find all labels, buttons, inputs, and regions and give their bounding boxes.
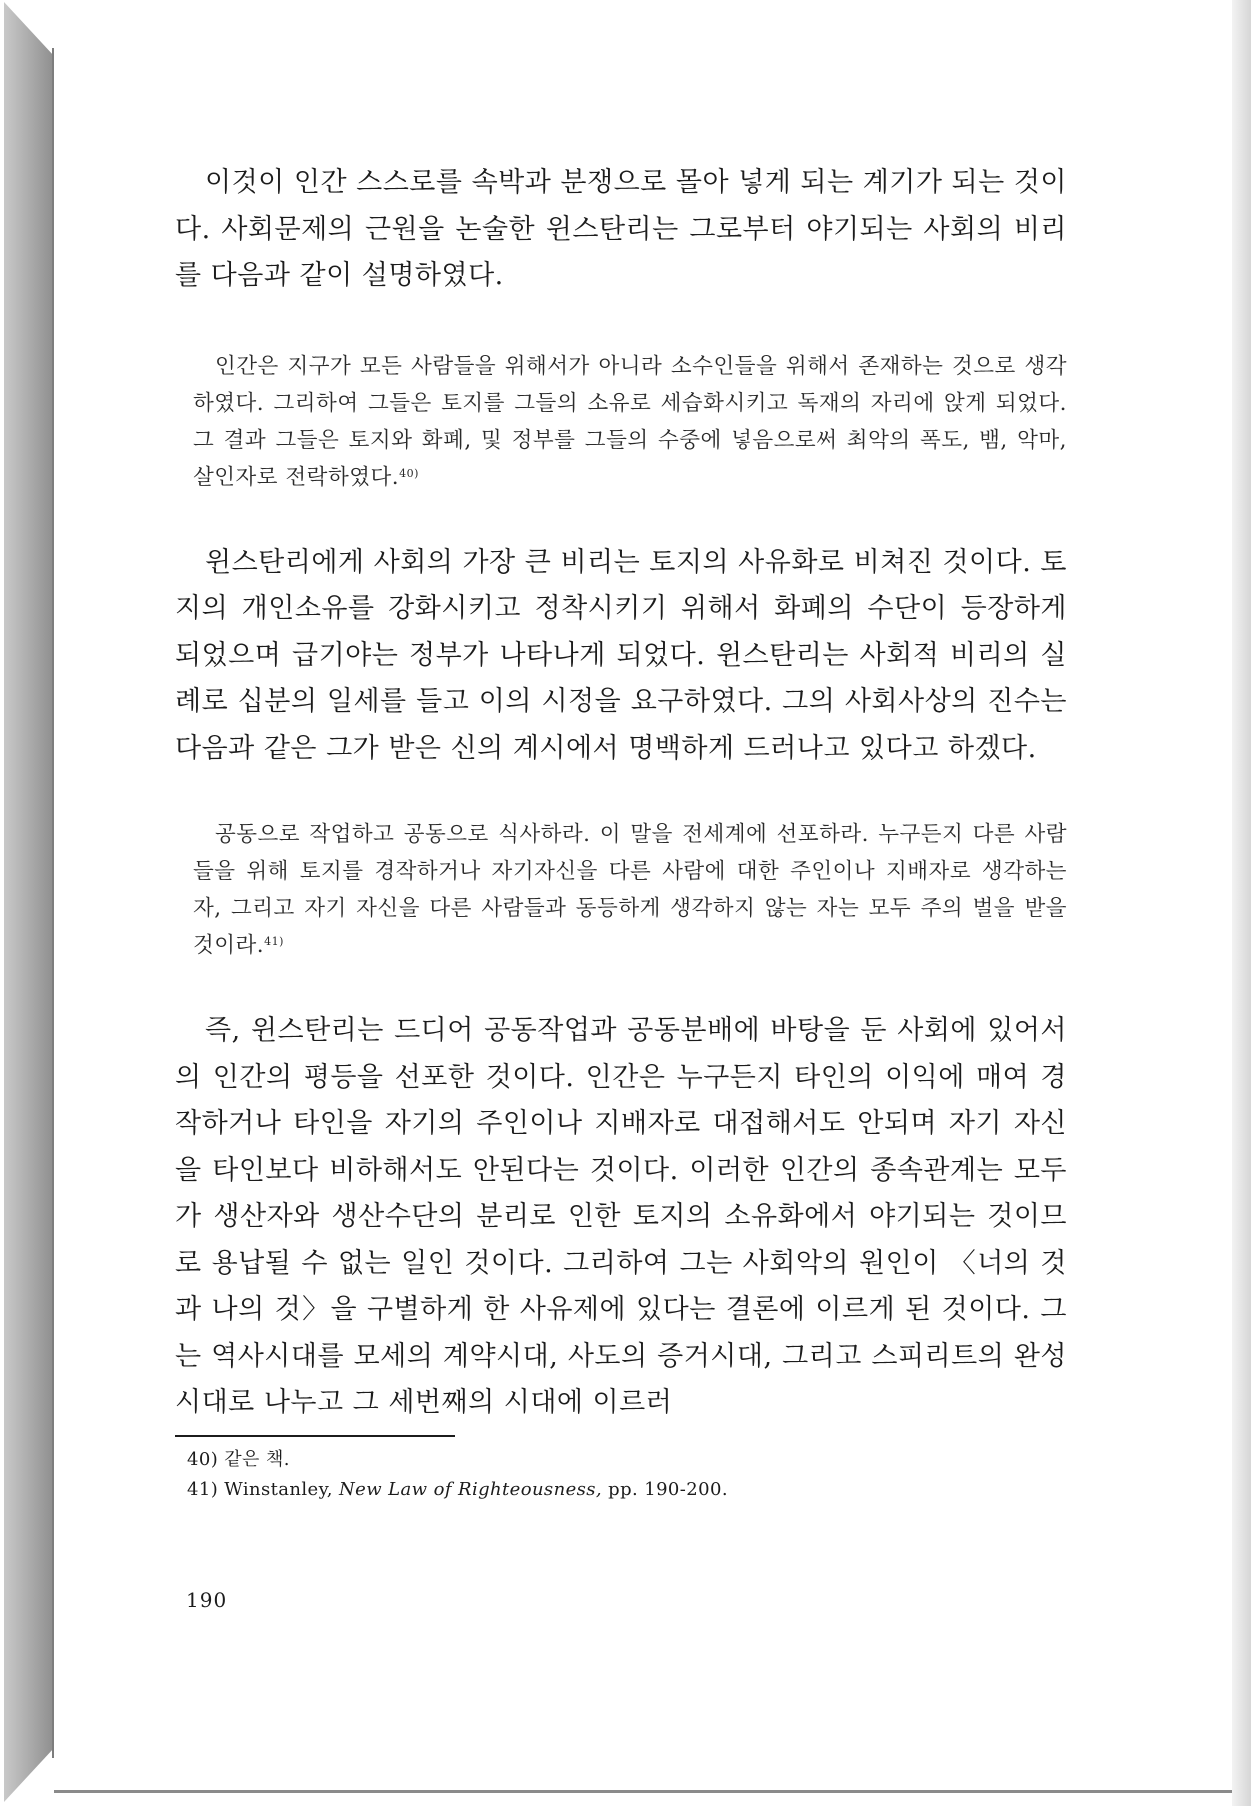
page-bottom-edge [54,1790,1232,1793]
body-paragraph-2: 윈스탄리에게 사회의 가장 큰 비리는 토지의 사유화로 비쳐진 것이다. 토지의 개인소유를 강화시키고 정착시키기 위해서 화폐의 수단이 등장하게 되었으며 급기야는 정부가 나타나게 되었다. 윈스탄리는 사회적 비리의 실례로 십분의 일세를 들고 이의 시정을 요구하였다. 그의 사회사상의 진수는 다음과 같은 그가 받은 신의 계시에서 명백하게 드러나고 있다고 하겠다. [175,546,1067,764]
footnote-41-title: New Law of Righteousness, [339,1478,603,1500]
footnote-ref-40: 40) [399,466,419,480]
footnote-40-number: 40) [187,1448,219,1470]
footnote-40 [187,1445,1067,1475]
book-edge [4,2,54,1802]
block-quote-2-text: 공동으로 작업하고 공동으로 식사하라. 이 말을 전세계에 선포하라. 누구든지 다른 사람들을 위해 토지를 경작하거나 자기자신을 다른 사람에 대한 주인이나 지배자로 생각하는 자, 그리고 자기 자신을 다른 사람들과 동등하게 생각하지 않는 자는 모두 주의 벌을 받을 것이라. [193,822,1067,958]
footnote-rule [175,1435,455,1437]
footnote-41 [187,1475,1067,1505]
page-number: 190 [186,1588,228,1612]
block-quote-1 [175,348,1067,496]
footnote-41-number: 41) [187,1478,219,1500]
body-paragraph-3: 즉, 윈스탄리는 드디어 공동작업과 공동분배에 바탕을 둔 사회에 있어서의 인간의 평등을 선포한 것이다. 인간은 누구든지 타인의 이익에 매여 경작하거나 타인을 자기의 주인이나 지배자로 대접해서도 안되며 자기 자신을 타인보다 비하해서도 안된다는 것이다. 이러한 인간의 종속관계는 모두가 생산자와 생산수단의 분리로 인한 토지의 소유화에서 야기되는 것이므로 용납될 수 없는 일인 것이다. 그리하여 그는 사회악의 원인이 〈너의 것과 나의 것〉을 구별하게 한 사유제에 있다는 결론에 이르게 된 것이다. 그는 역사시대를 모세의 계약시대, 사도의 증거시대, 그리고 스피리트의 완성시대로 나누고 그 세번째의 시대에 이르러 [175,1015,1067,1418]
block-quote-1-text: 인간은 지구가 모든 사람들을 위해서가 아니라 소수인들을 위해서 존재하는 것으로 생각하였다. 그리하여 그들은 토지를 그들의 소유로 세습화시키고 독재의 자리에 앉게 되었다. 그 결과 그들은 토지와 화폐, 및 정부를 그들의 수중에 넣음으로써 최악의 폭도, 뱀, 악마, 살인자로 전락하였다. [193,353,1067,490]
body-paragraph-1: 이것이 인간 스스로를 속박과 분쟁으로 몰아 넣게 되는 계기가 되는 것이다. 사회문제의 근원을 논술한 윈스탄리는 그로부터 야기되는 사회의 비리를 다음과 같이 설명하였다. [175,167,1067,291]
footnote-ref-41: 41) [264,935,284,948]
footnote-40-text: 같은 책. [224,1448,290,1470]
footnote-41-author: Winstanley, [224,1478,333,1500]
page-content [175,160,1067,1505]
block-quote-2 [175,816,1067,964]
page-right-edge [1232,0,1251,1806]
footnote-41-pages: pp. 190-200. [608,1478,728,1500]
